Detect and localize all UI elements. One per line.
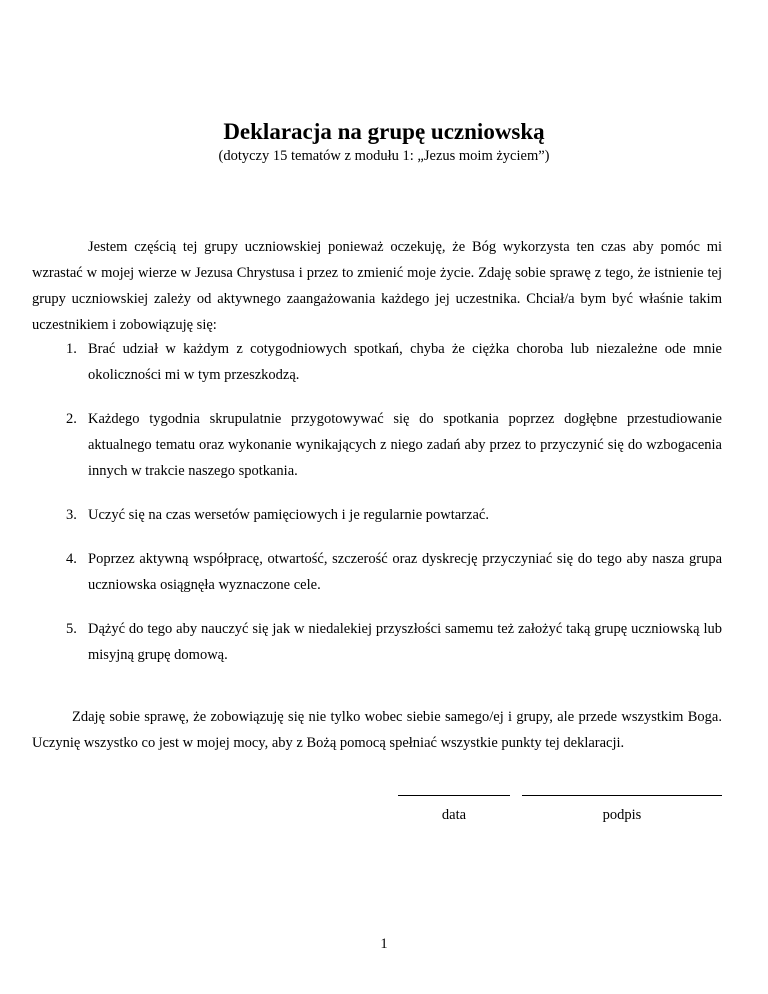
commitment-number: 1.	[66, 341, 77, 357]
commitment-item	[66, 616, 722, 668]
commitment-text: Poprzez aktywną współpracę, otwartość, szczerość oraz dyskrecję przyczyniać się do tego aby nasza grupa uczniowska osiągnęła wyznaczone cele.	[88, 551, 722, 593]
commitment-item	[66, 406, 722, 484]
commitment-number: 2.	[66, 411, 77, 427]
commitment-item	[66, 336, 722, 388]
commitment-text: Uczyć się na czas wersetów pamięciowych i je regularnie powtarzać.	[88, 507, 489, 523]
intro-paragraph: Jestem częścią tej grupy uczniowskiej ponieważ oczekuję, że Bóg wykorzysta ten czas aby pomóc mi wzrastać w mojej wierze w Jezusa Chrystusa i przez to zmienić moje życie. Zdaję sobie sprawę z tego, że istnienie tej grupy uczniowskiej zależy od aktywnego zaangażowania każdego jej uczestnika. Chciał/a bym być właśnie takim uczestnikiem i zobowiązuję się:	[32, 239, 722, 333]
date-label: data	[441, 807, 467, 823]
commitment-text: Brać udział w każdym z cotygodniowych spotkań, chyba że ciężka choroba lub niezależne ode mnie okoliczności mi w tym przeszkodzą.	[88, 341, 722, 383]
document-title: Deklaracja na grupę uczniowską	[223, 119, 545, 144]
commitment-text: Dążyć do tego aby nauczyć się jak w niedalekiej przyszłości samemu też założyć taką grupę uczniowską lub misyjną grupę domową.	[88, 621, 722, 663]
commitment-list	[66, 336, 722, 686]
date-signature-line	[398, 795, 510, 796]
commitment-item	[66, 546, 722, 598]
closing-paragraph: Zdaję sobie sprawę, że zobowiązuję się nie tylko wobec siebie samego/ej i grupy, ale przede wszystkim Boga. Uczynię wszystko co jest w mojej mocy, aby z Bożą pomocą spełniać wszystkie punkty tej deklaracji.	[32, 709, 722, 751]
document-subtitle: (dotyczy 15 tematów z modułu 1: „Jezus moim życiem”)	[218, 148, 550, 164]
commitment-item	[66, 502, 722, 528]
signature-line	[522, 795, 722, 796]
commitment-number: 5.	[66, 621, 77, 637]
commitment-text: Każdego tygodnia skrupulatnie przygotowywać się do spotkania poprzez dogłębne przestudiowanie aktualnego tematu oraz wykonanie wynikających z niego zadań aby przez to przyczynić się do wzbogacenia innych w trakcie naszego spotkania.	[88, 411, 722, 479]
commitment-number: 4.	[66, 551, 77, 567]
signature-label: podpis	[602, 807, 642, 823]
commitment-number: 3.	[66, 507, 77, 523]
page-number: 1	[380, 936, 388, 952]
